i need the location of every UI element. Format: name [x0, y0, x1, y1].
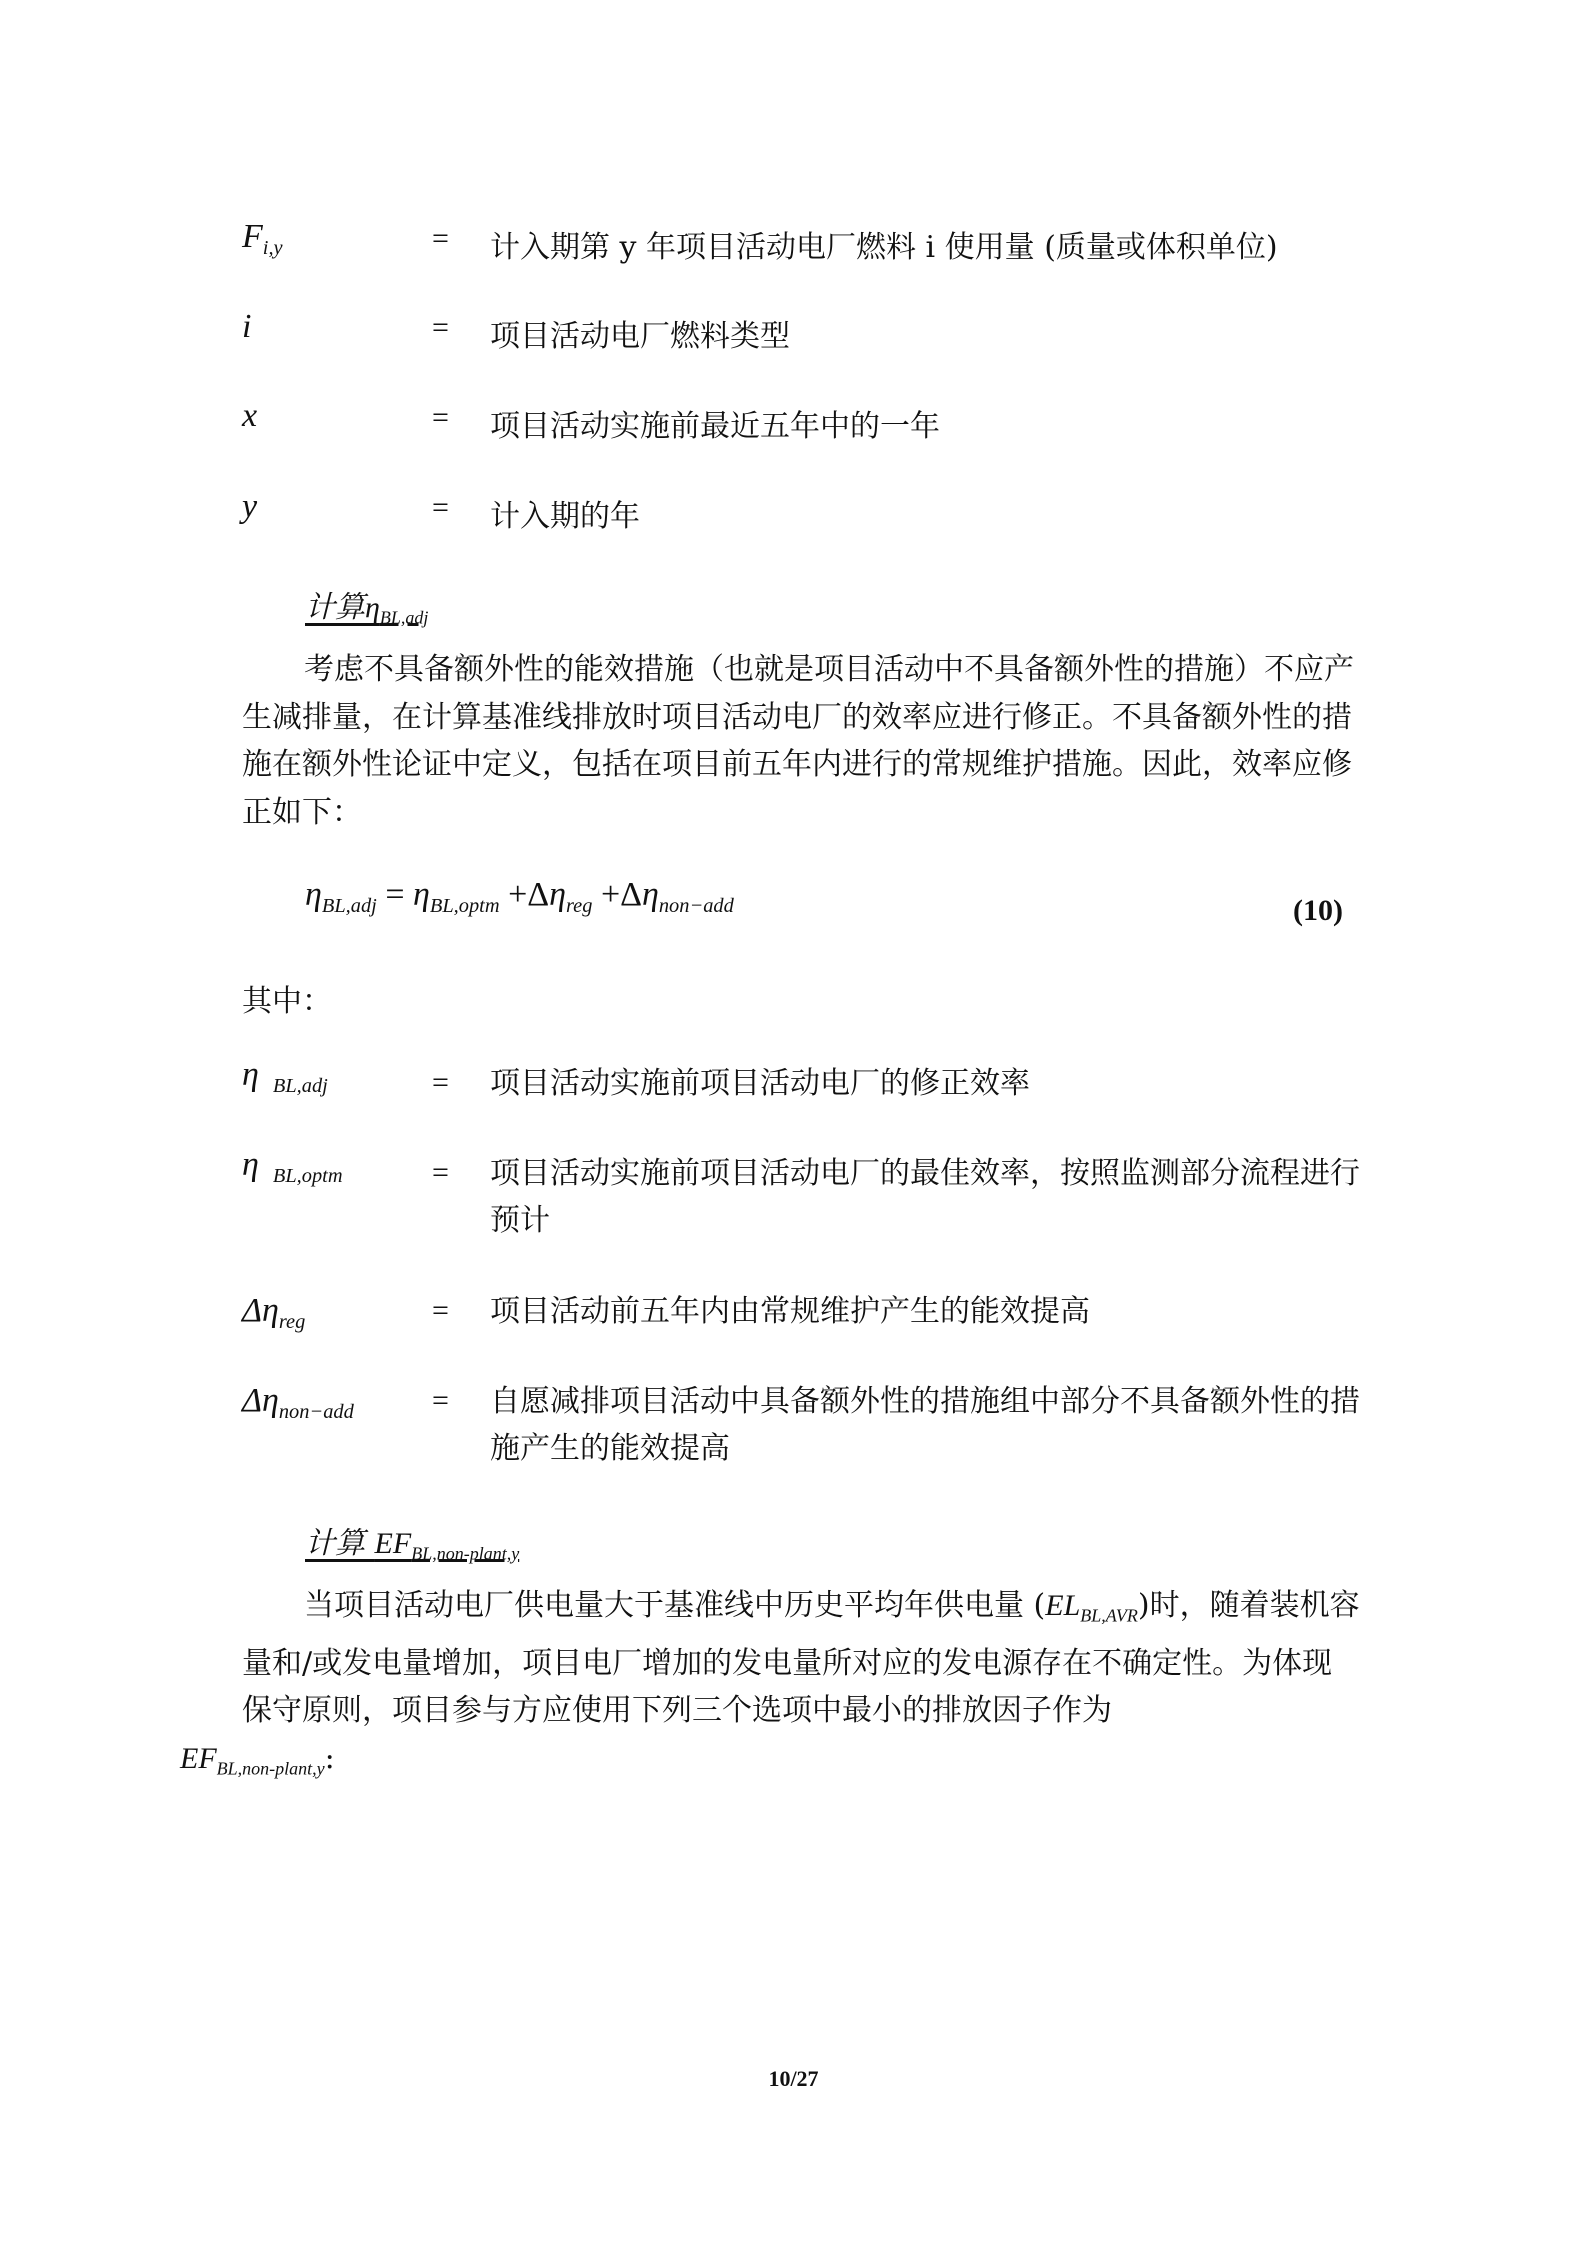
- body-paragraph: 考虑不具备额外性的能效措施（也就是项目活动中不具备额外性的措施）不应产生减排量，在计算基准线排放时项目活动电厂的效率应进行修正。不具备额外性的措施在额外性论证中定义，包括在项目前五年内进行的常规维护措施。因此，效率应修正如下：: [242, 652, 1354, 830]
- where-label: 其中：: [242, 984, 332, 1019]
- variable-symbol: $\Delta\eta_{non-add}$: [242, 1382, 354, 1424]
- variable-symbol: η $_{BL,adj}$: [242, 1056, 328, 1098]
- variable-symbol: i: [242, 308, 252, 345]
- variable-definition: 项目活动实施前最近五年中的一年: [490, 409, 940, 444]
- equation-number: (10): [1293, 894, 1343, 927]
- equals-sign: =: [432, 222, 449, 255]
- section-heading-ef-non-plant: 计算 $EF_{BL,non-plant,y}$: [305, 1526, 520, 1564]
- equals-sign: =: [432, 1156, 449, 1189]
- equals-sign: =: [432, 311, 449, 344]
- equals-sign: =: [432, 1066, 449, 1099]
- variable-symbol: x: [242, 397, 258, 434]
- variable-definition: 项目活动电厂燃料类型: [490, 319, 790, 354]
- equals-sign: =: [432, 1294, 449, 1327]
- variable-definition: 项目活动实施前项目活动电厂的修正效率: [490, 1066, 1030, 1101]
- body-paragraph: 当项目活动电厂供电量大于基准线中历史平均年供电量 $(EL_{BL,AVR})$时，随着装机容量和/或发电量增加，项目电厂增加的发电量所对应的发电源存在不确定性。为体现保守原则，项目参与方应使用下列三个选项中最小的排放因子作为 $EF_{BL,non-plant,y}$:: [180, 1588, 1360, 1779]
- variable-definition: 计入期第 y 年项目活动电厂燃料 i 使用量 (质量或体积单位): [490, 230, 1278, 265]
- variable-symbol: $\Delta\eta_{reg}$: [242, 1292, 306, 1334]
- variable-symbol: η $_{BL,optm}$: [242, 1146, 343, 1188]
- equals-sign: =: [432, 491, 449, 524]
- variable-definition: 自愿减排项目活动中具备额外性的措施组中部分不具备额外性的措施产生的能效提高: [490, 1384, 1360, 1466]
- section-heading-eta-adj: 计算$\eta_{BL,adj}$: [305, 590, 429, 628]
- page-number: 10/27: [768, 2066, 819, 2091]
- variable-definition: 计入期的年: [490, 499, 640, 534]
- variable-definition: 项目活动实施前项目活动电厂的最佳效率，按照监测部分流程进行预计: [490, 1156, 1360, 1238]
- equals-sign: =: [432, 1384, 449, 1417]
- variable-symbol: $F_{i,y}$: [242, 218, 283, 260]
- equation-10: $\eta_{BL,adj} = \eta_{BL,optm} +\Delta\eta_{reg} +\Delta\eta_{non-add}$: [305, 876, 734, 918]
- equals-sign: =: [432, 401, 449, 434]
- variable-definition: 项目活动前五年内由常规维护产生的能效提高: [490, 1294, 1090, 1329]
- variable-symbol: y: [242, 488, 258, 525]
